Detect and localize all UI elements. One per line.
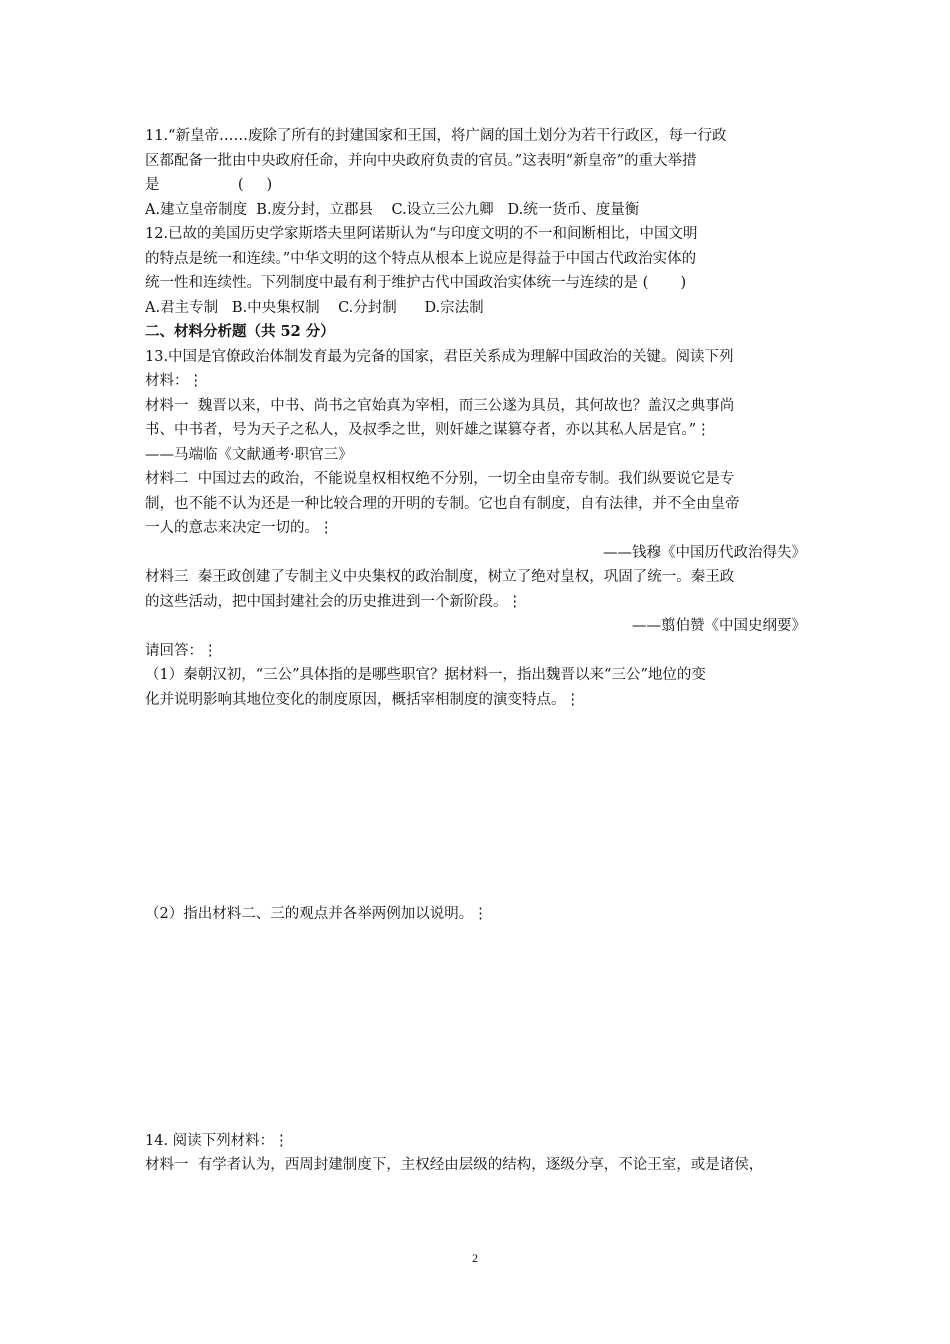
answer-space [145, 712, 810, 902]
question-13-intro-line: 材料：⋮ [145, 373, 203, 389]
sub-question-1-line: 化并说明影响其地位变化的制度原因，概括宰相制度的演变特点。⋮ [145, 691, 580, 708]
material-3-line: 的这些活动，把中国封建社会的历史推进到一个新阶段。⋮ [145, 593, 522, 610]
question-13 [145, 345, 810, 1129]
question-12 [145, 222, 810, 320]
page-number: 2 [472, 1251, 478, 1265]
material-2-line: 一人的意志来决定一切的。⋮ [145, 520, 334, 536]
material-1-source: ——马端临《文献通考·职官三》 [145, 446, 353, 463]
question-13-prompt: 请回答：⋮ [145, 642, 218, 659]
question-11 [145, 124, 810, 222]
material-2-line: 制，也不能不认为还是一种比较合理的开明的专制。它也自有制度，自有法律，并不全由皇帝 [145, 495, 740, 512]
question-14-intro: 14. 阅读下列材料：⋮ [145, 1132, 289, 1149]
question-12-line: 12.已故的美国历史学家斯塔夫里阿诺斯认为“与印度文明的不一和间断相比，中国文明 [145, 226, 698, 242]
question-11-line: 区都配备一批由中央政府任命，并向中央政府负责的官员。”这表明“新皇帝”的重大举措 [145, 152, 697, 169]
question-11-line: 11.“新皇帝……废除了所有的封建国家和王国，将广阔的国土划分为若干行政区，每一行政 [145, 128, 727, 144]
question-13-intro-line: 13.中国是官僚政治体制发育最为完备的国家，君臣关系成为理解中国政治的关键。阅读下列 [145, 348, 734, 365]
material-2-source: ——钱穆《中国历代政治得失》 [603, 544, 806, 561]
question-14 [145, 1129, 810, 1178]
question-11-options: A.建立皇帝制度 B.废分封，立郡县 C.设立三公九卿 D.统一货币、度量衡 [145, 201, 640, 218]
sub-question-1-line: （1）秦朝汉初，“三公”具体指的是哪些职官？据材料一，指出魏晋以来“三公”地位的变 [145, 667, 706, 683]
sub-question-2: （2）指出材料二、三的观点并各举两例加以说明。⋮ [145, 906, 488, 922]
material-1-line: 书、中书者，号为天子之私人，及叔季之世，则奸雄之谋篡夺者，亦以其私人居是官。”⋮ [145, 422, 711, 438]
material-1-line: 材料一 魏晋以来，中书、尚书之官始真为宰相，而三公遂为具员，其何故也？盖汉之典事尚 [145, 397, 735, 414]
question-12-line: 统一性和连续性。下列制度中最有利于维护古代中国政治实体统一与连续的是 ( ) [145, 275, 687, 291]
material-3-line: 材料三 秦王政创建了专制主义中央集权的政治制度，树立了绝对皇权，巩固了统一。秦王政 [145, 569, 735, 585]
material-2-line: 材料二 中国过去的政治，不能说皇权相权绝不分别，一切全由皇帝专制。我们纵要说它是专 [145, 471, 735, 487]
section-heading: 二、材料分析题（共 52 分） [145, 323, 335, 340]
document-body [145, 124, 810, 1178]
material-3-source: ——翦伯赞《中国史纲要》 [632, 618, 806, 634]
material-1-line: 材料一 有学者认为，西周封建制度下，主权经由层级的结构，逐级分享，不论王室，或是诸侯， [145, 1157, 764, 1173]
answer-space [145, 927, 810, 1129]
question-12-line: 的特点是统一和连续。”中华文明的这个特点从根本上说应是得益于中国古代政治实体的 [145, 250, 697, 267]
question-11-line: 是 ( ) [145, 177, 273, 193]
question-12-options: A.君主专制 B.中央集权制 C.分封制 D.宗法制 [145, 299, 484, 316]
